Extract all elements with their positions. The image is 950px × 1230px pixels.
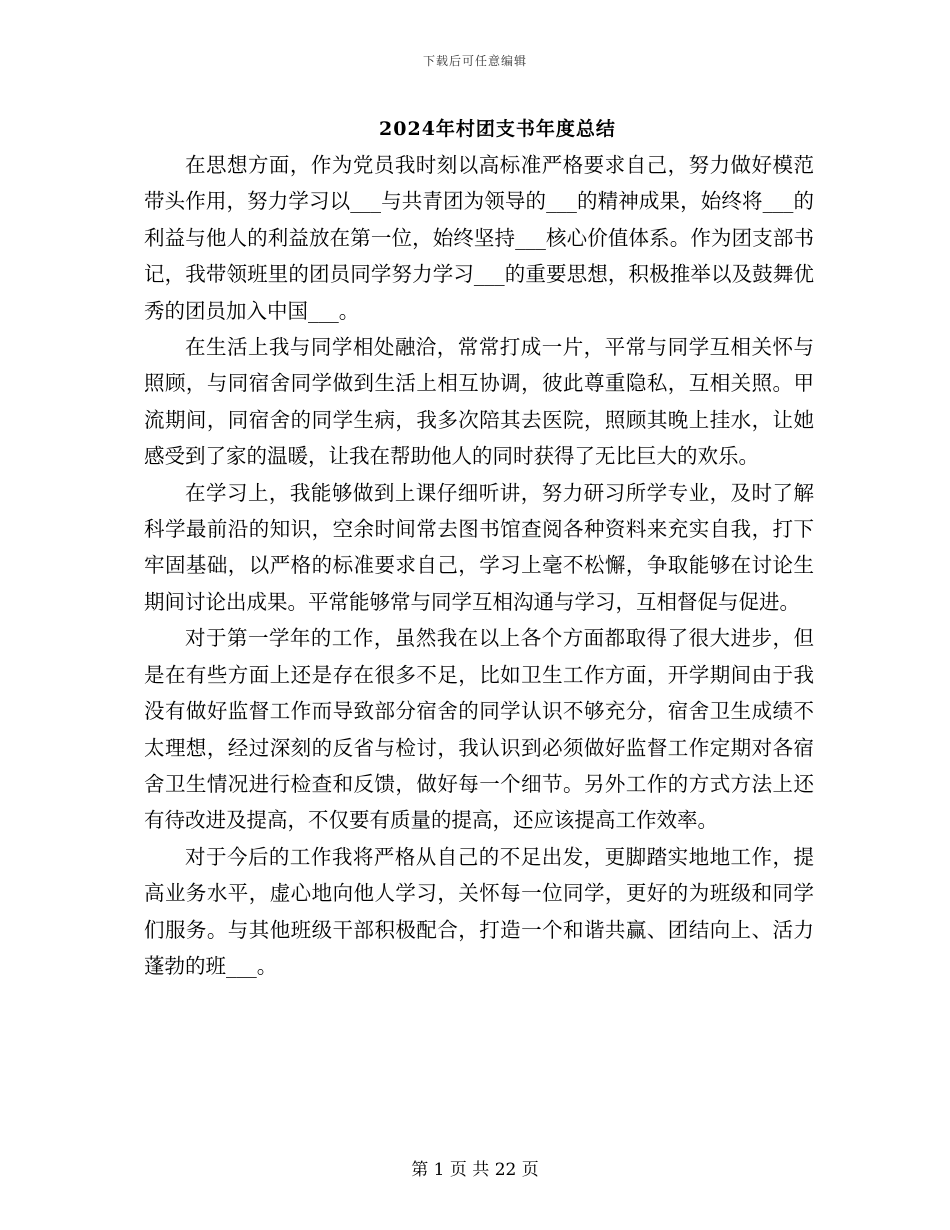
- page-header-note: 下载后可任意编辑: [422, 54, 527, 68]
- paragraph-study: 在学习上，我能够做到上课仔细听讲，努力研习所学专业，及时了解科学最前沿的知识，空余时间常去图书馆查阅各种资料来充实自我，打下牢固基础，以严格的标准要求自己，学习上毫不松懈，争取能够在讨论生期间讨论出成果。平常能够常与同学互相沟通与学习，互相督促与促进。: [144, 480, 814, 614]
- document-body: [144, 147, 814, 984]
- paragraph-life: 在生活上我与同学相处融洽，常常打成一片，平常与同学互相关怀与照顾，与同宿舍同学做到生活上相互协调，彼此尊重隐私，互相关照。甲流期间，同宿舍的同学生病，我多次陪其去医院，照顾其晚上挂水，让她感受到了家的温暖，让我在帮助他人的同时获得了无比巨大的欢乐。: [144, 335, 814, 469]
- document-title: 2024年村团支书年度总结: [379, 118, 616, 140]
- paragraph-shortcomings: 对于第一学年的工作，虽然我在以上各个方面都取得了很大进步，但是在有些方面上还是存在很多不足，比如卫生工作方面，开学期间由于我没有做好监督工作而导致部分宿舍的同学认识不够充分，宿舍卫生成绩不太理想，经过深刻的反省与检讨，我认识到必须做好监督工作定期对各宿舍卫生情况进行检查和反馈，做好每一个细节。另外工作的方式方法上还有待改进及提高，不仅要有质量的提高，还应该提高工作效率。: [144, 626, 814, 833]
- paragraph-ideology: 在思想方面，作为党员我时刻以高标准严格要求自己，努力做好模范带头作用，努力学习以___与共青团为领导的___的精神成果，始终将___的利益与他人的利益放在第一位，始终坚持___核心价值体系。作为团支部书记，我带领班里的团员同学努力学习___的重要思想，积极推举以及鼓舞优秀的团员加入中国___。: [144, 153, 814, 323]
- paragraph-future-plans: 对于今后的工作我将严格从自己的不足出发，更脚踏实地地工作，提高业务水平，虚心地向他人学习，关怀每一位同学，更好的为班级和同学们服务。与其他班级干部积极配合，打造一个和谐共赢、团结向上、活力蓬勃的班___。: [144, 844, 814, 978]
- page-number: 第 1 页 共 22 页: [411, 1160, 539, 1180]
